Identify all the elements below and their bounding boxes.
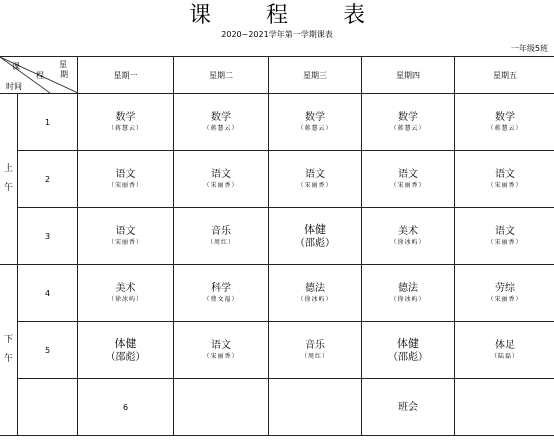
lesson-teacher: （徐冰屿） xyxy=(390,296,426,303)
lesson-cell-fri xyxy=(455,151,554,208)
lesson-cell-mon xyxy=(78,94,174,151)
corner-label-ke: 课 xyxy=(12,62,20,71)
lesson-cell-thu xyxy=(362,94,455,151)
lesson-subject: 数学 xyxy=(115,112,136,123)
day-header-fri: 星期五 xyxy=(455,57,554,94)
lesson-subject: 班会 xyxy=(398,401,418,413)
lesson-subject: 语文 xyxy=(305,169,325,180)
lesson-teacher: （宋丽香） xyxy=(487,239,523,246)
lesson-subject: 语文 xyxy=(115,169,136,180)
afternoon-block xyxy=(0,265,18,436)
morning-block-char: 上 xyxy=(3,164,13,174)
lesson-cell-tue xyxy=(174,94,269,151)
lesson-teacher: （宋丽香） xyxy=(487,182,523,189)
lesson-teacher: （宋丽香） xyxy=(390,182,426,189)
lesson-teacher: （宋丽香） xyxy=(107,239,143,246)
lesson-subject: 体健 xyxy=(304,222,326,236)
day-header-wed: 星期三 xyxy=(269,57,362,94)
day-header-thu: 星期四 xyxy=(362,57,455,94)
period-number: 1 xyxy=(18,94,78,151)
day-header-tue: 星期二 xyxy=(174,57,269,94)
lesson-cell-thu xyxy=(362,265,455,322)
corner-label-cheng: 程 xyxy=(36,71,44,80)
lesson-teacher: （周红） xyxy=(300,353,329,360)
lesson-cell-fri xyxy=(455,322,554,379)
lesson-subject: 语文 xyxy=(211,340,231,351)
lesson-subject: 德法 xyxy=(398,283,418,294)
lesson-teacher: （邵彪） xyxy=(105,351,146,363)
lesson-subject: 体健 xyxy=(114,336,137,350)
lesson-cell-wed xyxy=(269,208,362,265)
period-row-3 xyxy=(0,208,554,265)
lesson-cell-thu xyxy=(455,379,554,436)
lesson-subject: 数学 xyxy=(211,112,231,123)
period-number: 2 xyxy=(18,151,78,208)
lesson-subject: 音乐 xyxy=(305,340,325,351)
lesson-subject: 德法 xyxy=(305,283,325,294)
period-row-5 xyxy=(0,322,554,379)
lesson-teacher: （费文福） xyxy=(203,296,239,303)
lesson-subject: 科学 xyxy=(211,283,231,294)
lesson-cell-tue xyxy=(269,379,362,436)
lesson-subject: 数学 xyxy=(398,112,418,123)
lesson-cell-wed xyxy=(269,322,362,379)
morning-block-char: 午 xyxy=(3,183,13,193)
period-number: 5 xyxy=(18,322,78,379)
lesson-cell-fri xyxy=(455,94,554,151)
page-title: 课 程 表 xyxy=(189,3,389,28)
lesson-subject: 数学 xyxy=(495,112,515,123)
lesson-subject: 语文 xyxy=(115,226,136,237)
corner-label-qi: 期 xyxy=(60,70,68,79)
lesson-cell-wed xyxy=(362,379,455,436)
lesson-cell-tue xyxy=(174,322,269,379)
lesson-cell-mon xyxy=(78,208,174,265)
period-row-6 xyxy=(0,379,554,436)
lesson-teacher: （蒋慧云） xyxy=(107,125,143,132)
lesson-cell-tue xyxy=(174,265,269,322)
class-label: 一年级5班 xyxy=(510,44,548,53)
lesson-cell-fri xyxy=(455,208,554,265)
lesson-teacher: （徐冰屿） xyxy=(107,296,143,303)
lesson-cell-thu xyxy=(362,208,455,265)
period-row-1 xyxy=(0,94,554,151)
lesson-cell-wed xyxy=(269,151,362,208)
period-row-2 xyxy=(0,151,554,208)
lesson-cell-wed xyxy=(269,94,362,151)
timetable xyxy=(0,56,554,436)
lesson-subject: 美术 xyxy=(115,283,136,294)
lesson-cell-tue xyxy=(174,208,269,265)
lesson-cell-tue xyxy=(174,151,269,208)
lesson-teacher: （宋丽香） xyxy=(107,182,143,189)
period-number: 4 xyxy=(18,265,78,322)
corner-label-shijian: 时间 xyxy=(6,82,22,91)
period-row-4 xyxy=(0,265,554,322)
lesson-cell-mon xyxy=(78,322,174,379)
lesson-subject: 体足 xyxy=(495,340,515,351)
lesson-teacher: （蒋慧云） xyxy=(297,125,333,132)
lesson-cell-mon xyxy=(78,265,174,322)
lesson-subject: 语文 xyxy=(398,169,418,180)
lesson-subject: 美术 xyxy=(398,226,418,237)
page-subtitle: 2020~2021学年第一学期课表 xyxy=(221,30,333,39)
afternoon-block-char: 下 xyxy=(3,335,13,345)
lesson-teacher: （蒋慧云） xyxy=(390,125,426,132)
lesson-subject: 语文 xyxy=(211,169,231,180)
lesson-subject: 语文 xyxy=(495,226,515,237)
day-header-mon: 星期一 xyxy=(78,57,174,94)
lesson-teacher: （邵彪） xyxy=(388,351,428,363)
lesson-teacher: （宋丽香） xyxy=(203,182,239,189)
lesson-cell-wed xyxy=(269,265,362,322)
lesson-teacher: （宋丽香） xyxy=(203,353,239,360)
lesson-teacher: （宋丽香） xyxy=(487,296,523,303)
lesson-subject: 数学 xyxy=(305,112,325,123)
lesson-teacher: （宋丽香） xyxy=(297,182,333,189)
lesson-cell-fri xyxy=(455,265,554,322)
period-number: 3 xyxy=(18,208,78,265)
lesson-subject: 语文 xyxy=(495,169,515,180)
afternoon-block-char: 午 xyxy=(3,354,13,364)
lesson-teacher: （周红） xyxy=(206,239,235,246)
lesson-cell-mon xyxy=(78,151,174,208)
lesson-teacher: （蒋慧云） xyxy=(203,125,239,132)
corner-label-xing: 星 xyxy=(59,60,67,69)
morning-block xyxy=(0,94,18,265)
lesson-subject: 体健 xyxy=(397,336,419,350)
period-number: 6 xyxy=(78,379,174,436)
lesson-cell-thu xyxy=(362,322,455,379)
lesson-teacher: （邵彪） xyxy=(295,237,335,249)
lesson-subject: 劳综 xyxy=(495,283,515,294)
lesson-cell-thu xyxy=(362,151,455,208)
lesson-cell-mon xyxy=(174,379,269,436)
lesson-teacher: （徐冰屿） xyxy=(297,296,333,303)
lesson-teacher: （陆磊） xyxy=(490,353,519,360)
header-row xyxy=(0,57,554,94)
empty-block-cell xyxy=(18,379,78,436)
lesson-teacher: （蒋慧云） xyxy=(487,125,523,132)
lesson-subject: 音乐 xyxy=(211,226,231,237)
corner-cell xyxy=(0,57,78,94)
lesson-teacher: （徐冰屿） xyxy=(390,239,426,246)
